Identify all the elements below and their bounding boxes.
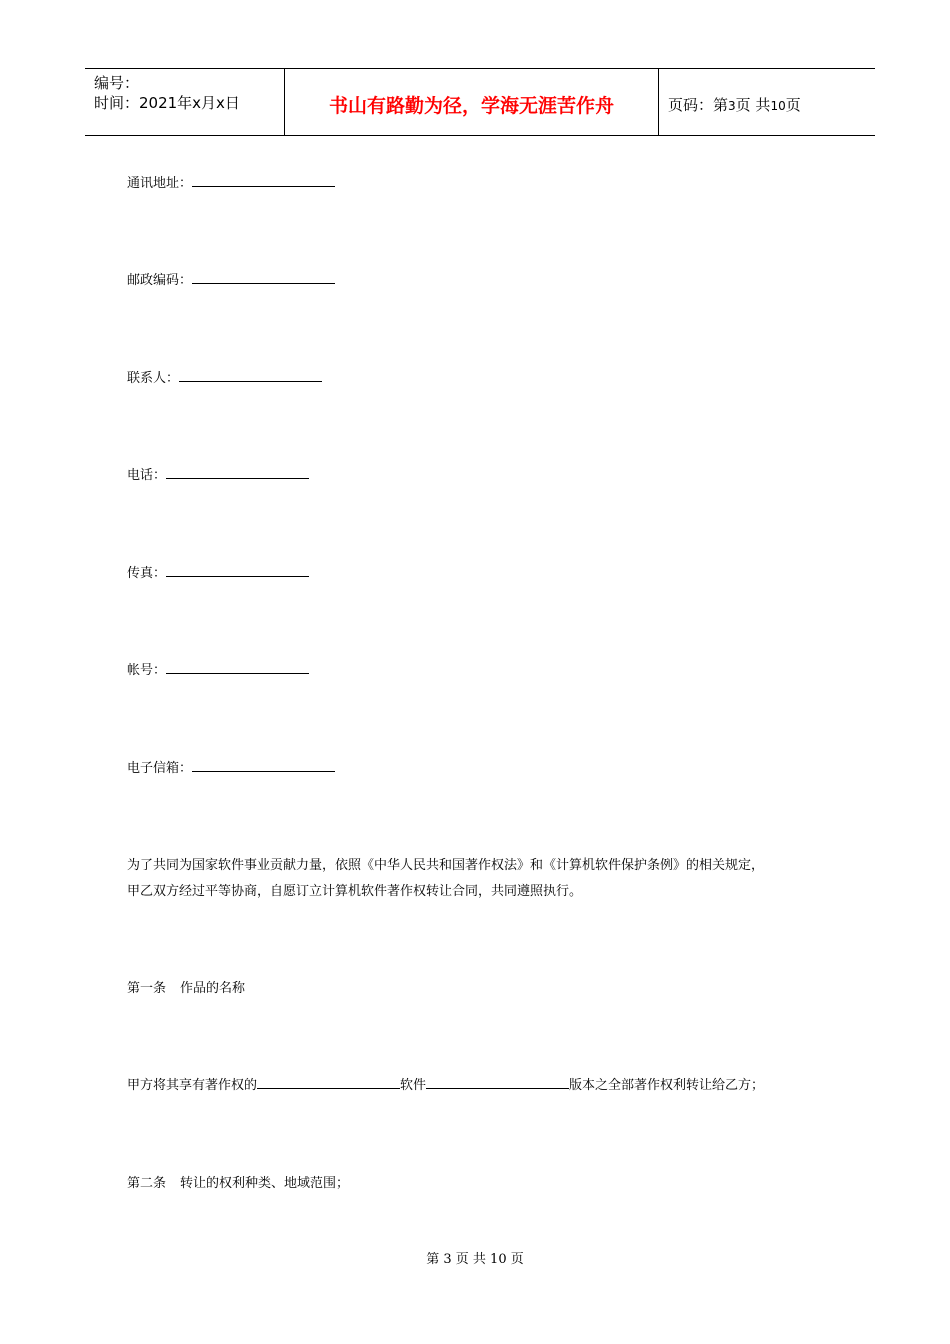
document-header [85, 68, 875, 136]
page-total: 10 [770, 99, 786, 113]
field-email-label: 电子信箱： [127, 761, 193, 776]
field-postcode [127, 269, 335, 288]
header-motto: 书山有路勤为径，学海无涯苦作舟 [328, 95, 614, 117]
article-2-title: 转让的权利种类、地域范围； [180, 1176, 350, 1191]
intro-paragraph-line1: 为了共同为国家软件事业贡献力量，依照《中华人民共和国著作权法》和《计算机软件保护条例》的相关规定， [127, 858, 765, 873]
article-1-number: 第一条 [127, 981, 167, 996]
field-contact-label: 联系人： [127, 371, 180, 386]
transfer-part1: 甲方将其享有著作权的 [127, 1078, 258, 1093]
page-mid: 页 共 [735, 96, 771, 114]
field-address-label: 通讯地址： [127, 176, 193, 191]
field-contact [127, 367, 322, 386]
fax-blank [166, 566, 309, 577]
address-blank [192, 176, 335, 187]
page-prefix: 页码：第 [668, 96, 729, 114]
header-left-cell [85, 69, 285, 135]
page-footer: 第 3 页 共 10 页 [426, 1252, 524, 1267]
article-2-heading [127, 1172, 349, 1191]
field-fax-label: 传真： [127, 566, 167, 581]
article-1-heading [127, 977, 245, 996]
document-number-label: 编号： [94, 74, 140, 92]
field-email [127, 757, 335, 776]
contact-blank [179, 371, 322, 382]
email-blank [192, 761, 335, 772]
field-account-label: 帐号： [127, 663, 167, 678]
intro-paragraph-line2: 甲乙双方经过平等协商，自愿订立计算机软件著作权转让合同，共同遵照执行。 [127, 884, 583, 899]
document-date: 时间：2021年x月x日 [94, 94, 240, 112]
transfer-part3: 版本之全部著作权利转让给乙方； [569, 1078, 765, 1093]
field-address [127, 172, 335, 191]
field-phone-label: 电话： [127, 468, 167, 483]
field-account [127, 659, 309, 678]
software-version-blank [426, 1078, 569, 1089]
postcode-blank [192, 273, 335, 284]
transfer-part2: 软件 [400, 1078, 427, 1093]
article-1-title: 作品的名称 [180, 981, 246, 996]
article-2-number: 第二条 [127, 1176, 167, 1191]
software-name-blank [257, 1078, 400, 1089]
phone-blank [166, 468, 309, 479]
account-blank [166, 663, 309, 674]
field-fax [127, 562, 309, 581]
field-postcode-label: 邮政编码： [127, 273, 193, 288]
page-suffix: 页 [785, 96, 801, 114]
page-current: 3 [728, 99, 736, 113]
header-middle-cell [285, 69, 659, 135]
field-phone [127, 464, 309, 483]
header-page-info [668, 94, 801, 115]
header-right-cell [659, 69, 875, 135]
transfer-clause [127, 1074, 764, 1093]
